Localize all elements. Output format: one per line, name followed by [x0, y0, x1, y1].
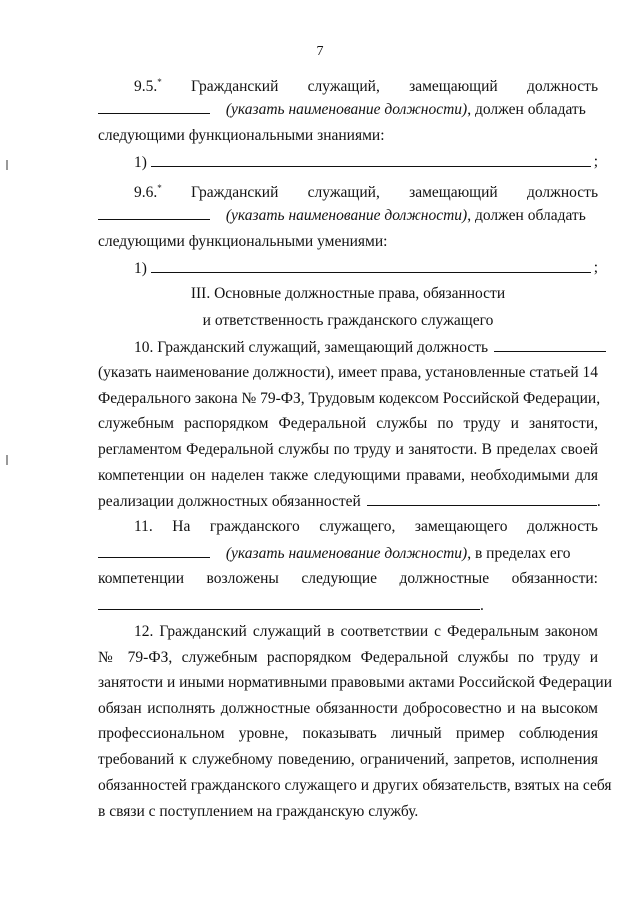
clause-12-line2: № 79-ФЗ, служебным распорядком Федеральной службы по труду и: [98, 649, 598, 666]
clause-12-line5: профессиональном уровне, показывать личный пример соблюдения: [98, 725, 598, 742]
clause-12-line4: обязан исполнять должностные обязанности добросовестно и на высоком: [98, 700, 598, 717]
clause-10-line6: компетенции он наделен также следующими правами, необходимыми для: [98, 467, 598, 484]
clause-10-line4: служебным распорядком Федеральной службы по труду и занятости,: [98, 415, 598, 432]
clause-12-line3: занятости и иными нормативными правовыми актами Российской Федерации: [98, 674, 613, 691]
skills-blank: [151, 258, 591, 273]
clause-9-5-item1: 1) ;: [134, 153, 598, 171]
clause-10-line1: 10. Гражданский служащий, замещающий должность: [134, 337, 598, 358]
clause-12-line1: 12. Гражданский служащий в соответствии с Федеральным законом: [134, 623, 598, 640]
knowledge-blank: [151, 152, 591, 167]
scan-mark: [6, 160, 8, 170]
page-number: 7: [316, 44, 324, 59]
clause-11-line4: .: [98, 595, 598, 616]
clause-number: 9.5.*: [134, 77, 162, 96]
clause-9-6-line3: следующими функциональными умениями:: [98, 233, 388, 250]
clause-12-line7: обязанностей гражданского служащего и других обязательств, взятых на себя: [98, 777, 612, 794]
clause-10-line3: Федерального закона № 79-ФЗ, Трудовым кодексом Российской Федерации,: [98, 390, 601, 407]
rights-blank: [367, 491, 597, 506]
duties-blank: [98, 595, 480, 610]
clause-12-line6: требований к служебному поведению, ограничений, запретов, исполнения: [98, 751, 598, 768]
position-blank: [98, 205, 210, 220]
clause-10-line5: регламентом Федеральной службы по труду и занятости. В пределах своей: [98, 441, 598, 458]
clause-11-line1: 11. На гражданского служащего, замещающего должность: [134, 518, 598, 535]
section-title-line1: III. Основные должностные права, обязанности: [190, 285, 506, 302]
clause-9-5-line1: 9.5.* Гражданский служащий, замещающий должность: [134, 77, 599, 96]
clause-number: 9.6.*: [134, 183, 162, 202]
clause-11-line2: (указать наименование должности), в пределах его: [98, 543, 598, 564]
position-blank: [98, 99, 210, 114]
clause-10-line7: реализации должностных обязанностей .: [98, 493, 601, 510]
clause-12-line8: в связи с поступлением на гражданскую службу.: [98, 803, 419, 820]
clause-11-line3: компетенции возложены следующие должностные обязанности:: [98, 570, 598, 587]
position-blank: [494, 337, 606, 352]
clause-9-6-item1: 1) ;: [134, 259, 598, 277]
clause-9-6-line1: 9.6.* Гражданский служащий, замещающий должность: [134, 183, 599, 202]
clause-10-line2: (указать наименование должности), имеет права, установленные статьей 14: [98, 364, 599, 381]
clause-9-5-line2: (указать наименование должности), должен обладать: [98, 99, 598, 120]
section-title-line2: и ответственность гражданского служащего: [202, 312, 494, 329]
position-blank: [98, 543, 210, 558]
scan-mark: [6, 455, 8, 465]
clause-9-5-line3: следующими функциональными знаниями:: [98, 127, 385, 144]
clause-9-6-line2: (указать наименование должности), должен обладать: [98, 205, 598, 226]
